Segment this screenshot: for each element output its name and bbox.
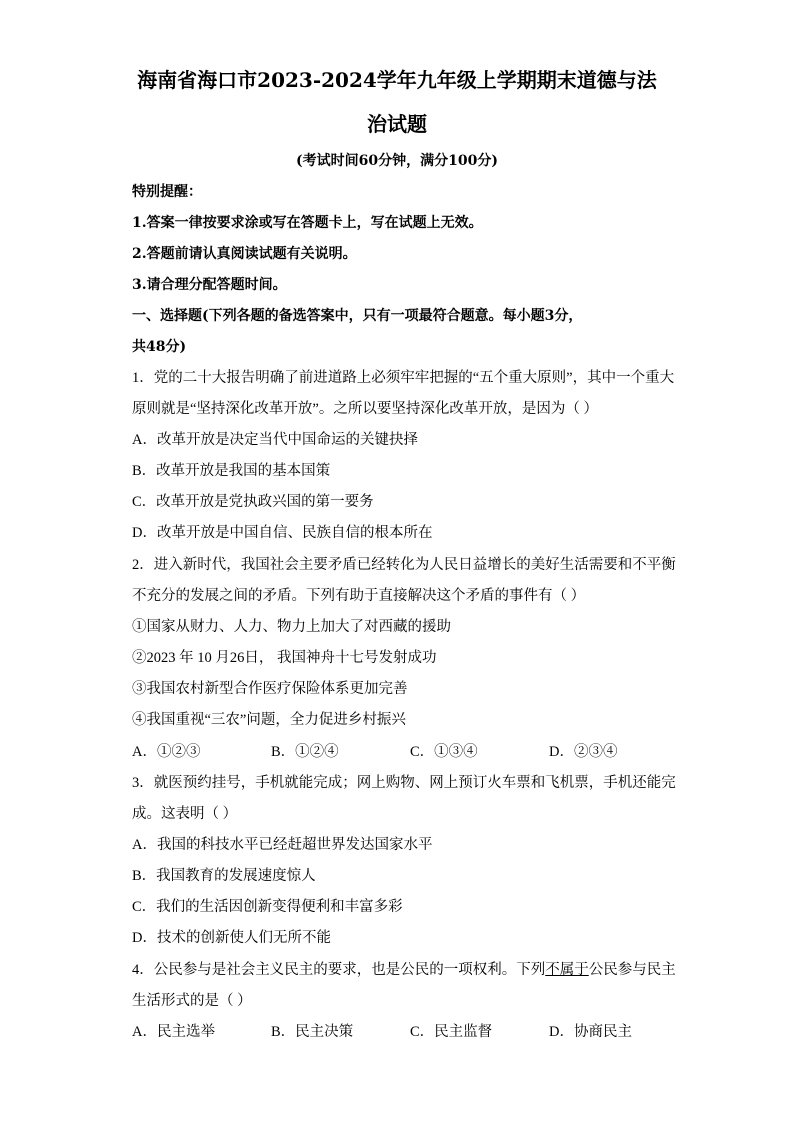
exam-title-line2: 治试题 xyxy=(367,112,427,136)
notice-item-1: 1.答案一律按要求涂或写在答题卡上，写在试题上无效。 xyxy=(132,215,483,231)
q1-stem-line2: 原则就是“坚持深化改革开放”。之所以要坚持深化改革开放，是因为（ ） xyxy=(132,401,598,417)
q3-stem-line1: 3．就医预约挂号，手机就能完成；网上购物、网上预订火车票和飞机票，手机还能完 xyxy=(132,775,676,791)
q4-stem-line1 xyxy=(132,960,676,980)
q2-item-4: ④我国重视“三农”问题，全力促进乡村振兴 xyxy=(132,712,406,728)
q1-option-b: B．改革开放是我国的基本国策 xyxy=(132,463,331,479)
q2-item-2: ②2023 年 10 月26日， 我国神舟十七号发射成功 xyxy=(132,650,437,666)
q2-stem-line2: 不充分的发展之间的矛盾。下列有助于直接解决这个矛盾的事件有（ ） xyxy=(132,588,586,604)
q4-option-c: C．民主监督 xyxy=(410,1024,493,1040)
q4-stem-pre: 4．公民参与是社会主义民主的要求，也是公民的一项权利。下列 xyxy=(132,962,546,978)
q4-stem-emphasis: 不属于 xyxy=(545,962,589,978)
q1-option-a: A．改革开放是决定当代中国命运的关键抉择 xyxy=(132,432,418,448)
q3-option-c: C．我们的生活因创新变得便利和丰富多彩 xyxy=(132,899,403,915)
q2-option-c: C．①③④ xyxy=(410,744,478,760)
q2-option-d: D．②③④ xyxy=(549,744,618,760)
notice-heading: 特别提醒： xyxy=(132,184,202,200)
q2-option-a: A．①②③ xyxy=(132,744,201,760)
q3-option-a: A．我国的科技水平已经赶超世界发达国家水平 xyxy=(132,837,433,853)
q4-option-b: B．民主决策 xyxy=(271,1024,354,1040)
q2-option-b: B．①②④ xyxy=(271,744,339,760)
q4-stem-post: 公民参与民主 xyxy=(588,962,676,978)
exam-subtitle: (考试时间60分钟，满分100分) xyxy=(296,153,498,169)
section-heading-line2: 共48分) xyxy=(132,339,187,355)
q3-option-b: B．我国教育的发展速度惊人 xyxy=(132,868,316,884)
notice-item-2: 2.答题前请认真阅读试题有关说明。 xyxy=(132,246,357,262)
q3-option-d: D．技术的创新使人们无所不能 xyxy=(132,930,331,946)
q1-option-d: D．改革开放是中国自信、民族自信的根本所在 xyxy=(132,525,433,541)
q4-stem-line2: 生活形式的是（ ） xyxy=(132,993,252,1009)
q1-stem-line1: 1．党的二十大报告明确了前进道路上必须牢牢把握的“五个重大原则”，其中一个重大 xyxy=(132,370,675,386)
notice-item-3: 3.请合理分配答题时间。 xyxy=(132,277,287,293)
q2-stem-line1: 2．进入新时代，我国社会主要矛盾已经转化为人民日益增长的美好生活需要和不平衡 xyxy=(132,557,676,573)
q1-option-c: C．改革开放是党执政兴国的第一要务 xyxy=(132,494,374,510)
q2-item-1: ①国家从财力、人力、物力上加大了对西藏的援助 xyxy=(132,619,451,635)
q2-item-3: ③我国农村新型合作医疗保险体系更加完善 xyxy=(132,681,408,697)
q3-stem-line2: 成。这表明（ ） xyxy=(132,806,238,822)
q4-option-d: D．协商民主 xyxy=(549,1024,632,1040)
section-heading-line1: 一、选择题(下列各题的备选答案中，只有一项最符合题意。每小题3分， xyxy=(132,308,583,324)
exam-title-line1: 海南省海口市2023-2024学年九年级上学期期末道德与法 xyxy=(137,68,657,92)
q4-option-a: A．民主选举 xyxy=(132,1024,215,1040)
